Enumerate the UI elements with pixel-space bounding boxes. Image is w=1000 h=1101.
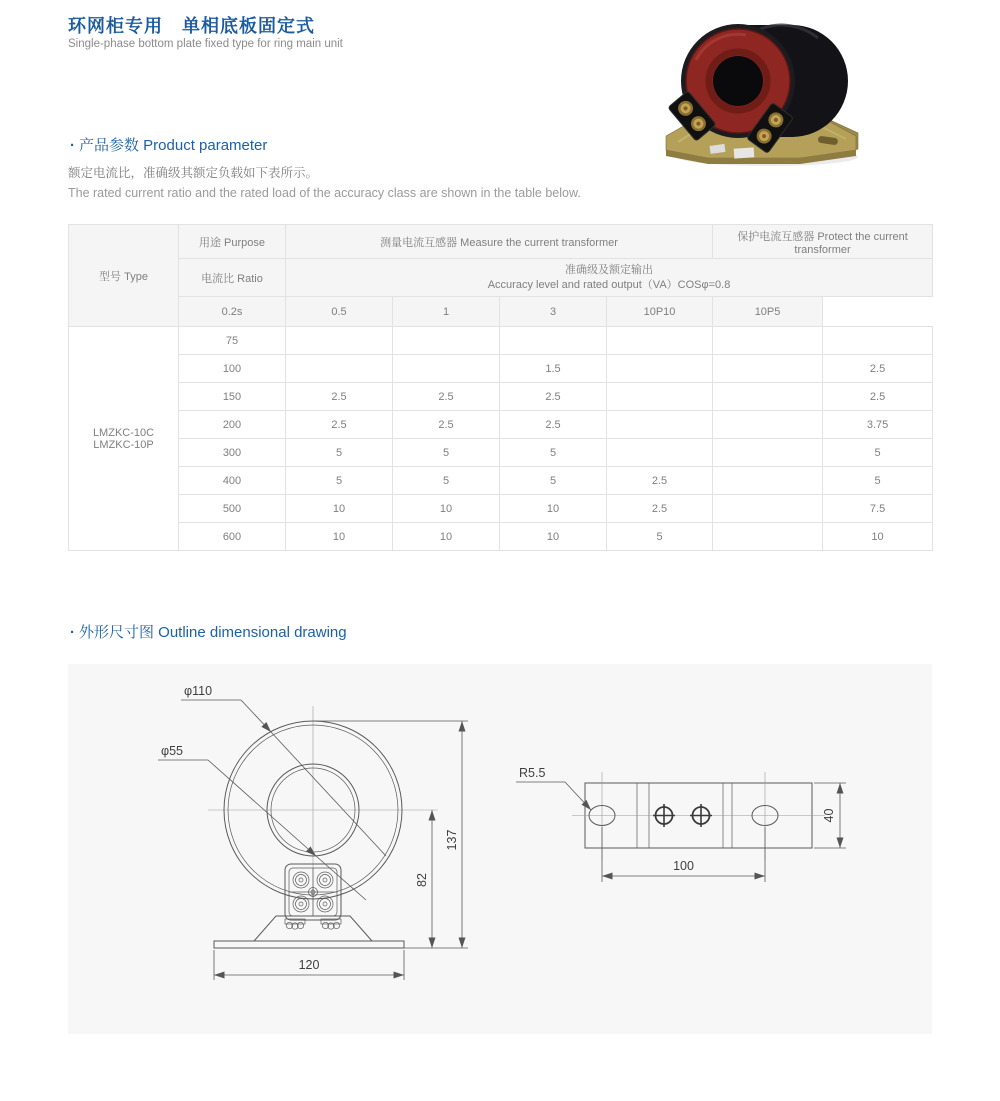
table-intro-zh: 额定电流比，准确级其额定负载如下表所示。: [68, 166, 319, 180]
table-intro-en: The rated current ratio and the rated load of the accuracy class are shown in the table below.: [68, 186, 581, 200]
value-cell: 10: [500, 523, 607, 551]
value-cell: [607, 327, 713, 355]
value-cell: [500, 327, 607, 355]
value-cell: 5: [607, 523, 713, 551]
value-cell: 10: [500, 495, 607, 523]
value-cell: 7.5: [823, 495, 933, 523]
value-cell: 5: [500, 439, 607, 467]
value-cell: [607, 383, 713, 411]
value-cell: 10: [286, 523, 393, 551]
value-cell: 2.5: [393, 383, 500, 411]
class-column-3: 3: [500, 297, 607, 327]
ratio-cell: 300: [179, 439, 286, 467]
rating-label: [734, 147, 755, 158]
value-cell: [713, 327, 823, 355]
value-cell: [393, 355, 500, 383]
type-cell: LMZKC-10C LMZKC-10P: [69, 327, 179, 551]
table-row: [69, 467, 933, 495]
dim-bracket-depth: 40: [822, 808, 836, 823]
value-cell: 2.5: [823, 383, 933, 411]
section-outline: [70, 621, 347, 642]
purpose-header: 用途 Purpose: [179, 225, 286, 259]
value-cell: 2.5: [823, 355, 933, 383]
value-cell: 5: [500, 467, 607, 495]
accuracy-header-zh: 准确级及额定输出: [565, 263, 654, 276]
class-column-10P5: 10P5: [713, 297, 823, 327]
table-row: [69, 327, 933, 355]
section-parameters-heading: 产品参数 Product parameter: [79, 137, 268, 154]
table-row: [69, 383, 933, 411]
accuracy-header: [286, 259, 933, 297]
value-cell: 2.5: [607, 467, 713, 495]
protect-header: 保护电流互感器 Protect the current transformer: [713, 225, 933, 259]
ratio-cell: 75: [179, 327, 286, 355]
value-cell: 10: [823, 523, 933, 551]
ratio-cell: 150: [179, 383, 286, 411]
value-cell: 1.5: [500, 355, 607, 383]
value-cell: [713, 523, 823, 551]
value-cell: 5: [393, 467, 500, 495]
value-cell: [286, 327, 393, 355]
product-photo: [650, 6, 872, 170]
measure-header: 测量电流互感器 Measure the current transformer: [286, 225, 713, 259]
value-cell: [713, 411, 823, 439]
dim-base-width: 120: [298, 958, 320, 972]
class-column-1: 1: [393, 297, 500, 327]
base-plate: [214, 941, 404, 948]
ratio-cell: 600: [179, 523, 286, 551]
class-column-0.5: 0.5: [286, 297, 393, 327]
dim-total-height: 137: [445, 829, 459, 851]
value-cell: [823, 327, 933, 355]
table-header-row-3: [69, 297, 933, 327]
side-view: [516, 766, 846, 882]
table-row: [69, 439, 933, 467]
dim-center-height: 82: [415, 873, 429, 887]
value-cell: 2.5: [500, 411, 607, 439]
accuracy-header-en: Accuracy level and rated output（VA）COSφ=0.8: [487, 278, 731, 291]
section-bullet: ·: [70, 624, 75, 641]
value-cell: 2.5: [286, 411, 393, 439]
class-column-10P10: 10P10: [607, 297, 713, 327]
type-header: 型号 Type: [69, 225, 179, 327]
table-row: [69, 523, 933, 551]
value-cell: 2.5: [607, 495, 713, 523]
value-cell: 2.5: [500, 383, 607, 411]
parameter-table: [68, 224, 933, 551]
value-cell: [713, 495, 823, 523]
ratio-cell: 100: [179, 355, 286, 383]
value-cell: [607, 411, 713, 439]
ratio-header: 电流比 Ratio: [179, 259, 286, 297]
mounting-feet-drawing: [285, 919, 341, 929]
table-header-row-2: [69, 259, 933, 297]
page-title: 环网柜专用 单相底板固定式: [68, 16, 315, 36]
value-cell: 5: [286, 439, 393, 467]
front-view: [158, 684, 468, 980]
table-row: [69, 495, 933, 523]
dim-outer-diameter: φ110: [184, 684, 213, 698]
value-cell: 5: [286, 467, 393, 495]
value-cell: [713, 383, 823, 411]
table-row: [69, 411, 933, 439]
page-subtitle: Single-phase bottom plate fixed type for ring main unit: [68, 38, 343, 50]
section-outline-heading: 外形尺寸图 Outline dimensional drawing: [79, 624, 347, 641]
value-cell: 10: [393, 523, 500, 551]
value-cell: 5: [823, 467, 933, 495]
value-cell: 10: [393, 495, 500, 523]
drawing-panel: [68, 664, 932, 1034]
value-cell: [713, 355, 823, 383]
ratio-cell: 200: [179, 411, 286, 439]
value-cell: 5: [393, 439, 500, 467]
value-cell: [607, 355, 713, 383]
dim-hole-radius: R5.5: [519, 766, 546, 780]
dim-inner-diameter: φ55: [161, 744, 184, 758]
dim-hole-span: 100: [673, 859, 694, 873]
value-cell: [393, 327, 500, 355]
value-cell: 2.5: [393, 411, 500, 439]
ratio-cell: 500: [179, 495, 286, 523]
value-cell: [713, 439, 823, 467]
table-header-row-1: [69, 225, 933, 259]
section-bullet: ·: [70, 137, 75, 154]
value-cell: 10: [286, 495, 393, 523]
value-cell: [286, 355, 393, 383]
value-cell: 2.5: [286, 383, 393, 411]
value-cell: [713, 467, 823, 495]
table-row: [69, 355, 933, 383]
ratio-cell: 400: [179, 467, 286, 495]
class-column-0.2s: 0.2s: [179, 297, 286, 327]
terminal-block-drawing: [285, 864, 341, 920]
value-cell: [607, 439, 713, 467]
section-parameters: [70, 134, 267, 155]
value-cell: 3.75: [823, 411, 933, 439]
value-cell: 5: [823, 439, 933, 467]
